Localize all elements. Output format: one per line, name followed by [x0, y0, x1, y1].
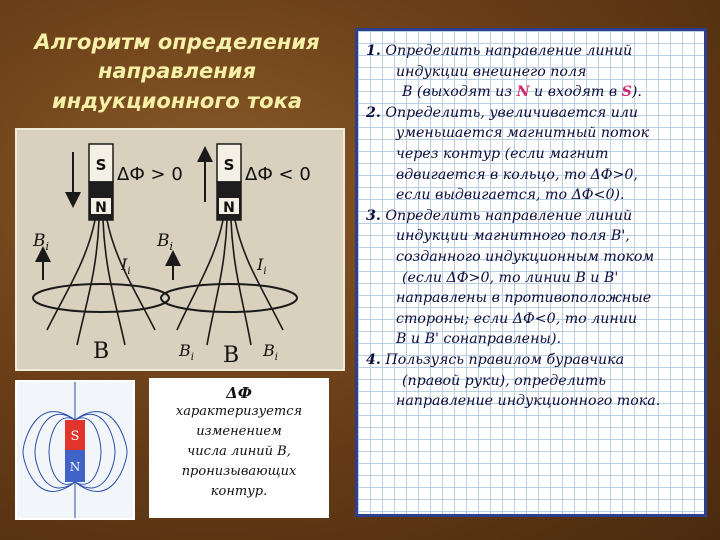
step-text: Пользуясь правилом буравчика [385, 351, 625, 368]
step-number: 3. [366, 207, 381, 224]
right-field-line [207, 220, 227, 345]
pole-s-accent: S [621, 84, 632, 101]
left-flux-label: ΔФ > 0 [117, 164, 183, 185]
step-2 [366, 103, 698, 206]
left-coil [33, 284, 169, 312]
flux-text-line: контур. [210, 484, 268, 499]
title-line-2: направления [97, 59, 256, 84]
step-text: индукции магнитного поля В', [396, 228, 630, 245]
left-external-b-label: B [93, 339, 110, 364]
step-text: индукции внешнего поля [396, 63, 587, 80]
step-text: Определить, увеличивается или [385, 104, 639, 121]
induction-illustration-svg [17, 130, 343, 369]
step-1 [366, 41, 698, 103]
flux-text-line: числа линий В, [187, 444, 291, 459]
right-bottom-bi-left: $B_i$ [179, 341, 194, 363]
left-magnet-setup [32, 144, 183, 364]
right-field-line [177, 220, 223, 330]
flux-text-line: характеризуется [175, 404, 303, 419]
right-bi-label: $B_i$ [157, 231, 174, 253]
title-line-1: Алгоритм определения [34, 30, 320, 54]
step-text: через контур (если магнит [396, 145, 609, 162]
left-field-line [103, 220, 125, 345]
left-bi-label: $B_i$ [33, 231, 50, 253]
flux-text-line: изменением [196, 424, 282, 439]
left-pole-n-label: N [95, 200, 107, 216]
step-text-line: В (выходят из N и входят в S). [402, 84, 642, 101]
right-current-label: $I_i$ [257, 255, 267, 277]
step-text: стороны; если ΔФ<0, то линии [396, 310, 638, 327]
flux-text-line: пронизывающих [181, 464, 297, 479]
right-bottom-bi-right: $B_i$ [263, 341, 278, 363]
step-text: если выдвигается, то ΔФ<0). [396, 187, 625, 204]
right-pole-n-label: N [223, 200, 235, 216]
slide-title [12, 28, 342, 116]
right-field-line [231, 220, 251, 345]
step-text: направлены в противоположные [396, 290, 652, 307]
flux-symbol: ΔФ [226, 384, 252, 402]
right-coil [161, 284, 297, 312]
left-current-label: $I_i$ [121, 255, 131, 277]
left-pole-s-label: S [95, 156, 107, 174]
step-text: (если ΔФ>0, то линии В и В' [402, 269, 619, 286]
magnet-n-label: N [69, 460, 81, 474]
step-text: созданного индукционным током [396, 248, 655, 265]
algorithm-steps-panel [355, 28, 707, 517]
step-text: вдвигается в кольцо, то ΔФ>0, [396, 166, 638, 183]
step-text: Определить направление линий [385, 207, 633, 224]
step-text: Определить направление линий [385, 43, 633, 59]
magnet-s-label: S [70, 429, 80, 444]
step-4 [366, 350, 698, 412]
step-3 [366, 206, 698, 350]
left-field-line [77, 220, 99, 345]
title-line-3: индукционного тока [51, 88, 302, 113]
step-text: уменьшается магнитный поток [396, 125, 650, 142]
right-field-line [235, 220, 283, 330]
step-number: 2. [366, 104, 381, 121]
right-pole-s-label: S [223, 156, 235, 174]
step-text: (правой руки), определить [402, 372, 607, 389]
left-field-line [47, 220, 95, 330]
induction-illustration [15, 128, 345, 371]
flux-definition-panel [149, 378, 329, 518]
step-number: 1. [366, 43, 381, 59]
step-number: 4. [366, 351, 381, 368]
pole-n-accent: N [516, 84, 530, 101]
step-text: направление индукционного тока. [396, 393, 661, 410]
right-external-b-label: B [223, 343, 240, 368]
magnet-field-svg [17, 382, 133, 518]
right-flux-label: ΔФ < 0 [245, 164, 311, 185]
magnet-field-diagram [15, 380, 135, 520]
step-text: В и В' сонаправлены). [396, 331, 562, 348]
left-field-line [107, 220, 155, 330]
